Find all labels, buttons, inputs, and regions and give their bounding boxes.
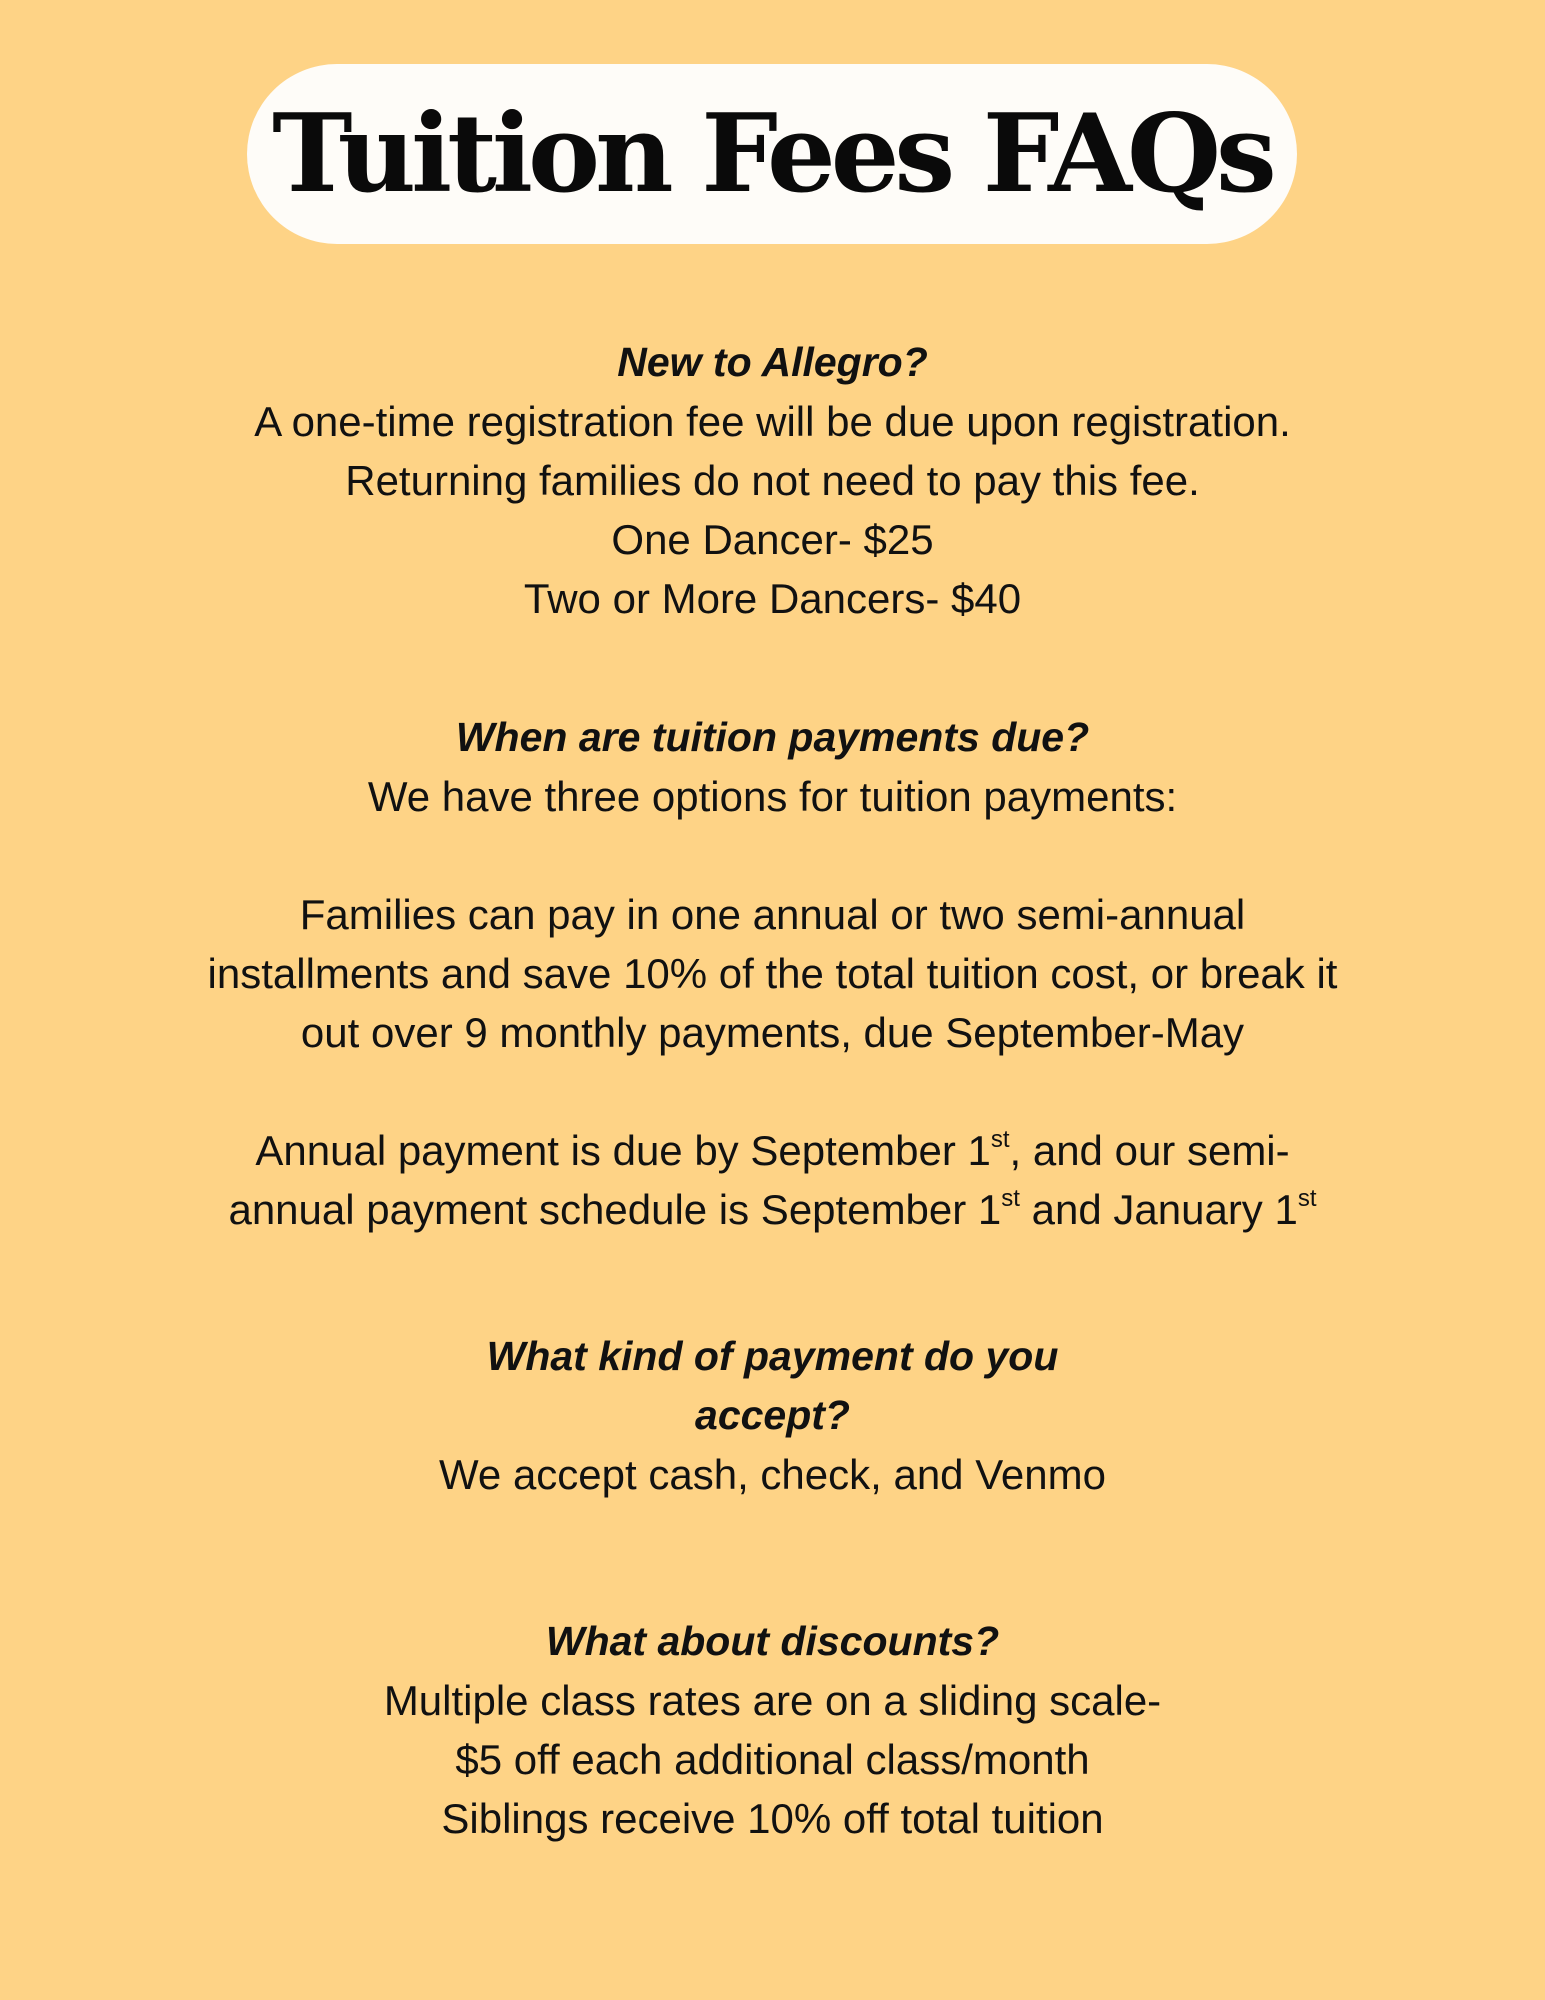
faq-payment-types [0,1327,1545,1504]
faq-answer-line: installments and save 10% of the total tuition cost, or break it [207,950,1338,997]
faq-answer-line: Returning families do not need to pay this fee. [345,457,1200,504]
faq-answer-line: out over 9 monthly payments, due September-May [300,1009,1245,1056]
faq-new-to-allegro [0,333,1545,628]
title-banner [247,64,1297,244]
faq-question: What about discounts? [545,1618,1000,1664]
faq-answer-line: Families can pay in one annual or two semi-annual [299,891,1246,938]
faq-question-line: accept? [695,1392,850,1438]
faq-answer-intro: We have three options for tuition payments: [367,773,1178,820]
faq-answer-line: We accept cash, check, and Venmo [439,1451,1106,1498]
page-title: Tuition Fees FAQs [272,91,1272,217]
faq-question: When are tuition payments due? [455,714,1090,760]
faq-discounts [0,1612,1545,1848]
faq-question: New to Allegro? [617,339,928,385]
faq-answer-line: Siblings receive 10% off total tuition [441,1795,1104,1842]
annual-schedule-line: Annual payment is due by September 1st, and our semi- [255,1126,1290,1174]
faq-answer-line: Multiple class rates are on a sliding scale- [383,1677,1162,1724]
fee-two-or-more-dancers: Two or More Dancers- $40 [523,575,1022,622]
faq-answer-line: $5 off each additional class/month [455,1736,1090,1783]
faq-question-line: What kind of payment do you [486,1333,1059,1379]
faq-answer-line: A one-time registration fee will be due upon registration. [254,398,1291,445]
semi-annual-schedule-line: annual payment schedule is September 1st and January 1st [228,1185,1317,1233]
fee-one-dancer: One Dancer- $25 [611,516,934,563]
faq-payments-due [0,708,1545,1239]
